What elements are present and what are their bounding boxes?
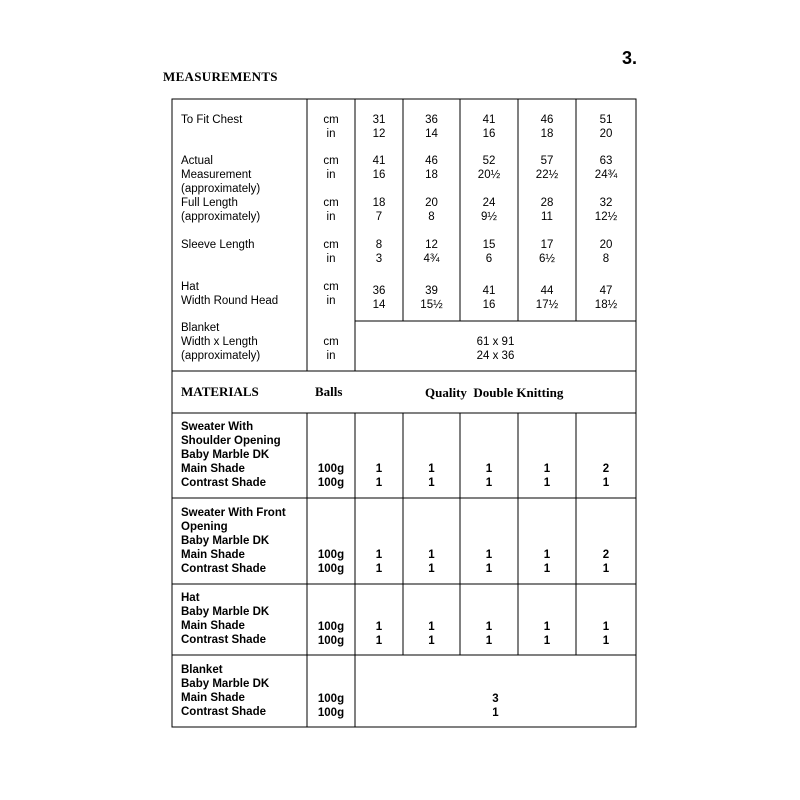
blanket-balls-value: 3 1 xyxy=(492,693,499,719)
value-cell: 39 15½ xyxy=(420,285,443,311)
value-cell: 31 12 xyxy=(372,114,386,140)
row-label-full-length: Full Length (approximately) xyxy=(181,197,261,223)
row-label-hat: Hat Width Round Head xyxy=(181,281,279,307)
units-sleeve: cm in xyxy=(323,239,339,265)
material-label-hat: Hat Baby Marble DK Main Shade Contrast Shade xyxy=(181,592,270,646)
value-cell: 41 16 xyxy=(372,155,386,181)
value-cell: 47 18½ xyxy=(594,285,618,311)
material-label-sweater-shoulder: Sweater With Shoulder Opening Baby Marble DK Main Shade Contrast Shade xyxy=(181,421,281,489)
value-cell: 51 20 xyxy=(599,114,613,140)
row-label-blanket: Blanket Width x Length (approximately) xyxy=(181,322,261,362)
balls-header: Balls xyxy=(315,384,343,399)
balls-cell: 1 1 xyxy=(375,463,383,489)
balls-cell: 1 1 xyxy=(428,621,435,647)
units-hat: cm in xyxy=(323,281,339,307)
material-label-sweater-front: Sweater With Front Opening Baby Marble DK Main Shade Contrast Shade xyxy=(181,507,286,575)
value-cell: 44 17½ xyxy=(535,285,559,311)
balls-cell: 1 1 xyxy=(428,463,435,489)
value-cell: 18 7 xyxy=(372,197,386,223)
value-cell: 15 6 xyxy=(482,239,496,265)
row-label-actual: Actual Measurement (approximately) xyxy=(181,155,261,195)
value-cell: 20 8 xyxy=(599,239,613,265)
balls-cell: 1 1 xyxy=(428,549,435,575)
balls-cell: 1 1 xyxy=(602,621,610,647)
balls-cell: 1 1 xyxy=(543,621,551,647)
balls-cell: 2 1 xyxy=(602,549,610,575)
value-cell: 46 18 xyxy=(425,155,438,181)
units-actual: cm in xyxy=(323,155,339,181)
value-cell: 24 9½ xyxy=(481,197,497,223)
value-cell: 32 12½ xyxy=(594,197,618,223)
value-cell: 46 18 xyxy=(540,114,554,140)
row-label-sleeve: Sleeve Length xyxy=(181,239,255,251)
value-cell: 28 11 xyxy=(540,197,554,223)
value-cell: 41 16 xyxy=(482,114,496,140)
weights-cell: 100g 100g xyxy=(317,693,345,719)
value-cell: 36 14 xyxy=(425,114,438,140)
value-cell: 8 3 xyxy=(375,239,383,265)
value-cell: 36 14 xyxy=(372,285,386,311)
balls-cell: 1 1 xyxy=(485,549,493,575)
page-number-fragment: 3. xyxy=(622,48,638,68)
value-cell: 63 24¾ xyxy=(594,155,618,181)
blanket-size-value: 61 x 91 24 x 36 xyxy=(476,336,515,362)
balls-cell: 2 1 xyxy=(602,463,610,489)
row-label-chest: To Fit Chest xyxy=(181,114,243,126)
units-chest: cm in xyxy=(323,114,339,140)
balls-cell: 1 1 xyxy=(485,621,493,647)
materials-title: MATERIALS xyxy=(181,384,259,399)
balls-cell: 1 1 xyxy=(485,463,493,489)
balls-cell: 1 1 xyxy=(375,549,383,575)
value-cell: 52 20½ xyxy=(477,155,501,181)
measurements-title: MEASUREMENTS xyxy=(163,69,278,84)
weights-cell: 100g 100g xyxy=(317,549,345,575)
balls-cell: 1 1 xyxy=(375,621,383,647)
units-full-length: cm in xyxy=(323,197,339,223)
weights-cell: 100g 100g xyxy=(317,621,345,647)
value-cell: 12 4¾ xyxy=(423,239,440,265)
value-cell: 41 16 xyxy=(482,285,496,311)
material-label-blanket: Blanket Baby Marble DK Main Shade Contrast Shade xyxy=(181,664,270,718)
units-blanket: cm in xyxy=(323,336,339,362)
value-cell: 17 6½ xyxy=(539,239,555,265)
value-cell: 20 8 xyxy=(425,197,438,223)
balls-cell: 1 1 xyxy=(543,463,551,489)
weights-cell: 100g 100g xyxy=(317,463,345,489)
value-cell: 57 22½ xyxy=(535,155,559,181)
balls-cell: 1 1 xyxy=(543,549,551,575)
quality-header: Quality Double Knitting xyxy=(425,385,564,400)
